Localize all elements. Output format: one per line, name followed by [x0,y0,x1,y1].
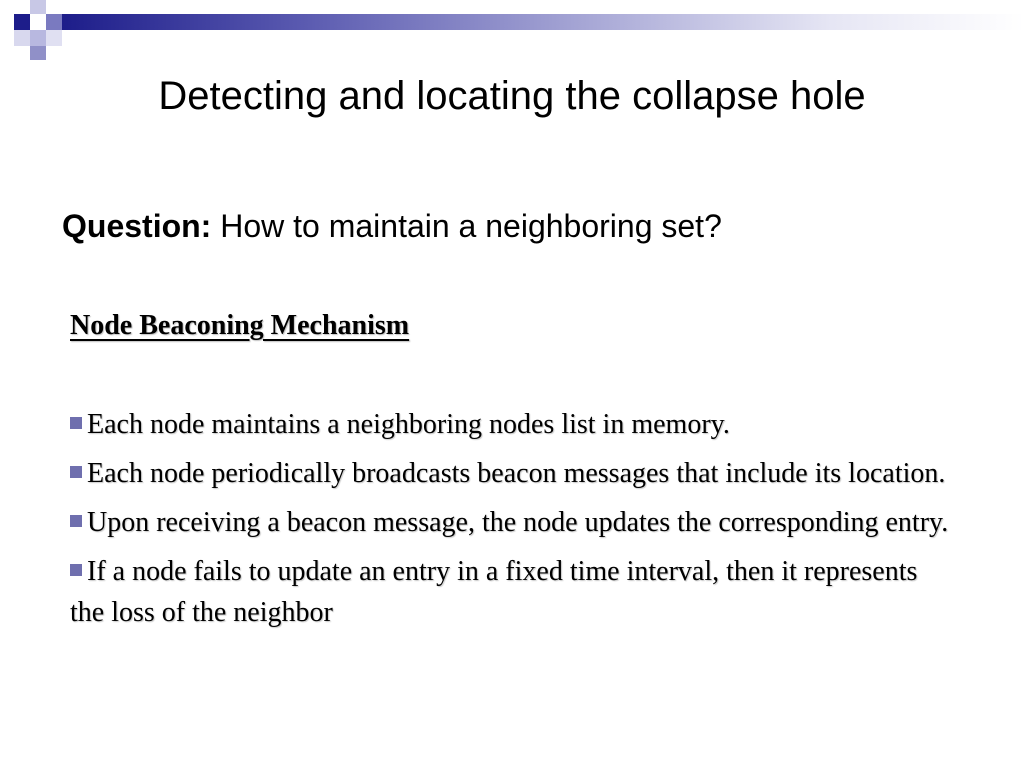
list-item [70,551,950,633]
square-bullet-icon [70,466,82,478]
bullet-text: Each node periodically broadcasts beacon messages that include its location. [87,458,946,489]
bullet-text: Each node maintains a neighboring nodes list in memory. [87,409,730,440]
list-item [70,453,950,494]
bullet-text: If a node fails to update an entry in a fixed time interval, then it represents the loss of the neighbor [70,556,918,628]
title-gradient-band [62,14,1024,30]
bullet-list [70,404,950,641]
list-item [70,404,950,445]
corner-square [46,30,62,46]
corner-square [30,0,46,14]
bullet-text: Upon receiving a beacon message, the node updates the corresponding entry. [87,507,949,538]
question-line [62,204,982,248]
corner-square [30,46,46,60]
section-heading: Node Beaconing Mechanism [70,310,410,341]
corner-square [30,30,46,46]
square-bullet-icon [70,417,82,429]
question-label: Question: [62,208,212,244]
corner-square [14,30,30,46]
square-bullet-icon [70,515,82,527]
slide-title: Detecting and locating the collapse hole [158,74,866,118]
corner-square [14,14,30,30]
question-text: How to maintain a neighboring set? [211,208,722,244]
square-bullet-icon [70,564,82,576]
corner-square [46,14,62,30]
list-item [70,502,950,543]
